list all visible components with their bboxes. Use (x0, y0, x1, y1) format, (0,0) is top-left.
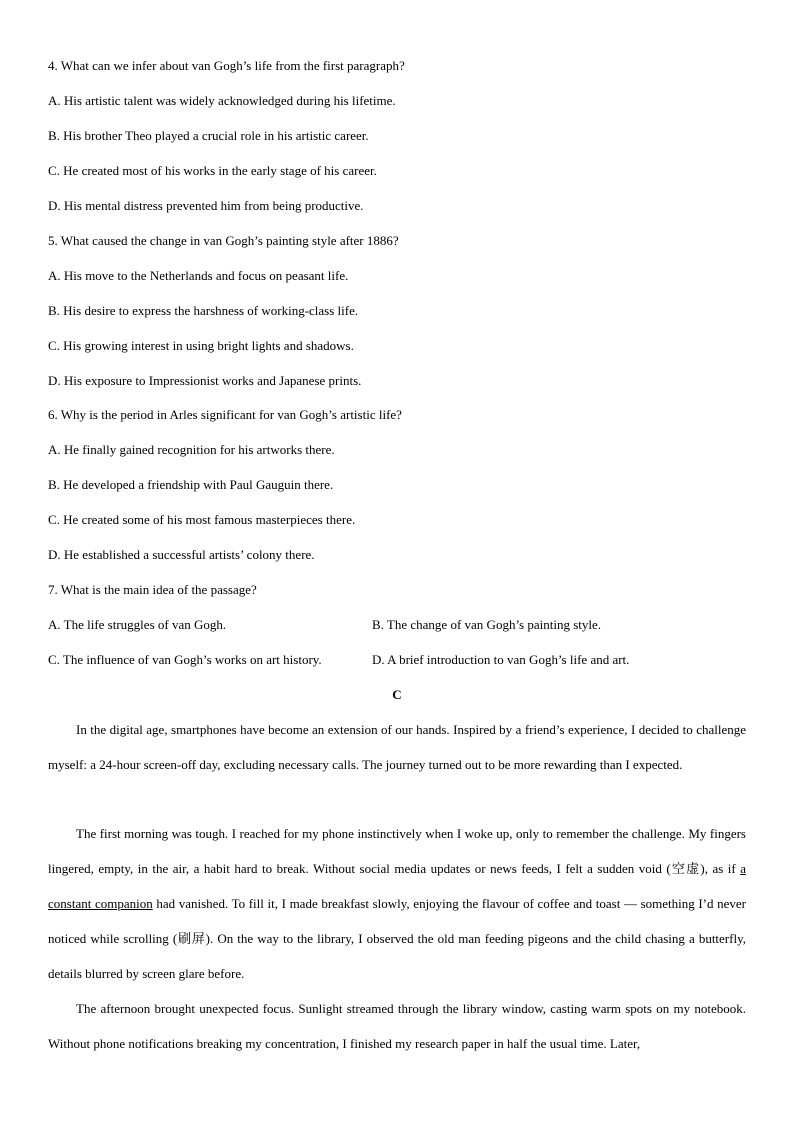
question-5-option-c: C. His growing interest in using bright lights and shadows. (48, 338, 354, 353)
question-7-option-c: C. The influence of van Gogh’s works on art history. (48, 652, 322, 667)
question-7-stem: 7. What is the main idea of the passage? (48, 582, 257, 597)
question-4-stem: 4. What can we infer about van Gogh’s life from the first paragraph? (48, 58, 405, 73)
question-5-option-d: D. His exposure to Impressionist works and Japanese prints. (48, 373, 362, 388)
question-4-option-b: B. His brother Theo played a crucial role in his artistic career. (48, 128, 369, 143)
question-6-option-b: B. He developed a friendship with Paul Gauguin there. (48, 477, 334, 492)
question-7-option-a: A. The life struggles of van Gogh. (48, 617, 227, 632)
question-5-option-b: B. His desire to express the harshness of working-class life. (48, 303, 359, 318)
passage-paragraph-2 (48, 816, 746, 991)
question-6-stem: 6. Why is the period in Arles significant for van Gogh’s artistic life? (48, 407, 402, 422)
question-7-option-b: B. The change of van Gogh’s painting style. (372, 617, 602, 632)
question-4-option-d: D. His mental distress prevented him from being productive. (48, 198, 364, 213)
underlined-phrase: a constant companion (48, 861, 746, 911)
question-6-option-a: A. He finally gained recognition for his artworks there. (48, 442, 335, 457)
question-5-option-a: A. His move to the Netherlands and focus on peasant life. (48, 268, 349, 283)
question-5-stem: 5. What caused the change in van Gogh’s painting style after 1886? (48, 233, 399, 248)
passage-paragraph-2-part-2: had vanished. To fill it, I made breakfast slowly, enjoying the flavour of coffee and toast — something I’d never noticed while scrolling (刷屏). On the way to the library, I observed the old man feeding pigeons and the child chasing a butterfly, details blurred by screen glare before. (48, 896, 747, 981)
passage-paragraph-3: The afternoon brought unexpected focus. Sunlight streamed through the library window, casting warm spots on my notebook. Without phone notifications breaking my concentration, I finished my research paper in half the usual time. Later, (48, 1001, 746, 1051)
passage-paragraph-2-part-1: The first morning was tough. I reached for my phone instinctively when I woke up, only to remember the challenge. My fingers lingered, empty, in the air, a habit hard to break. Without social media updates or news feeds, I felt a sudden void (空虚), as if (48, 826, 746, 876)
question-4-option-a: A. His artistic talent was widely acknowledged during his lifetime. (48, 93, 396, 108)
question-7-option-d: D. A brief introduction to van Gogh’s life and art. (372, 652, 630, 667)
question-6-option-d: D. He established a successful artists’ colony there. (48, 547, 315, 562)
question-6-option-c: C. He created some of his most famous masterpieces there. (48, 512, 356, 527)
passage-paragraph-1: In the digital age, smartphones have become an extension of our hands. Inspired by a friend’s experience, I decided to challenge myself: a 24-hour screen-off day, excluding necessary calls. The journey turned out to be more rewarding than I expected. (48, 722, 746, 772)
question-4-option-c: C. He created most of his works in the early stage of his career. (48, 163, 377, 178)
section-title: C (392, 687, 402, 702)
